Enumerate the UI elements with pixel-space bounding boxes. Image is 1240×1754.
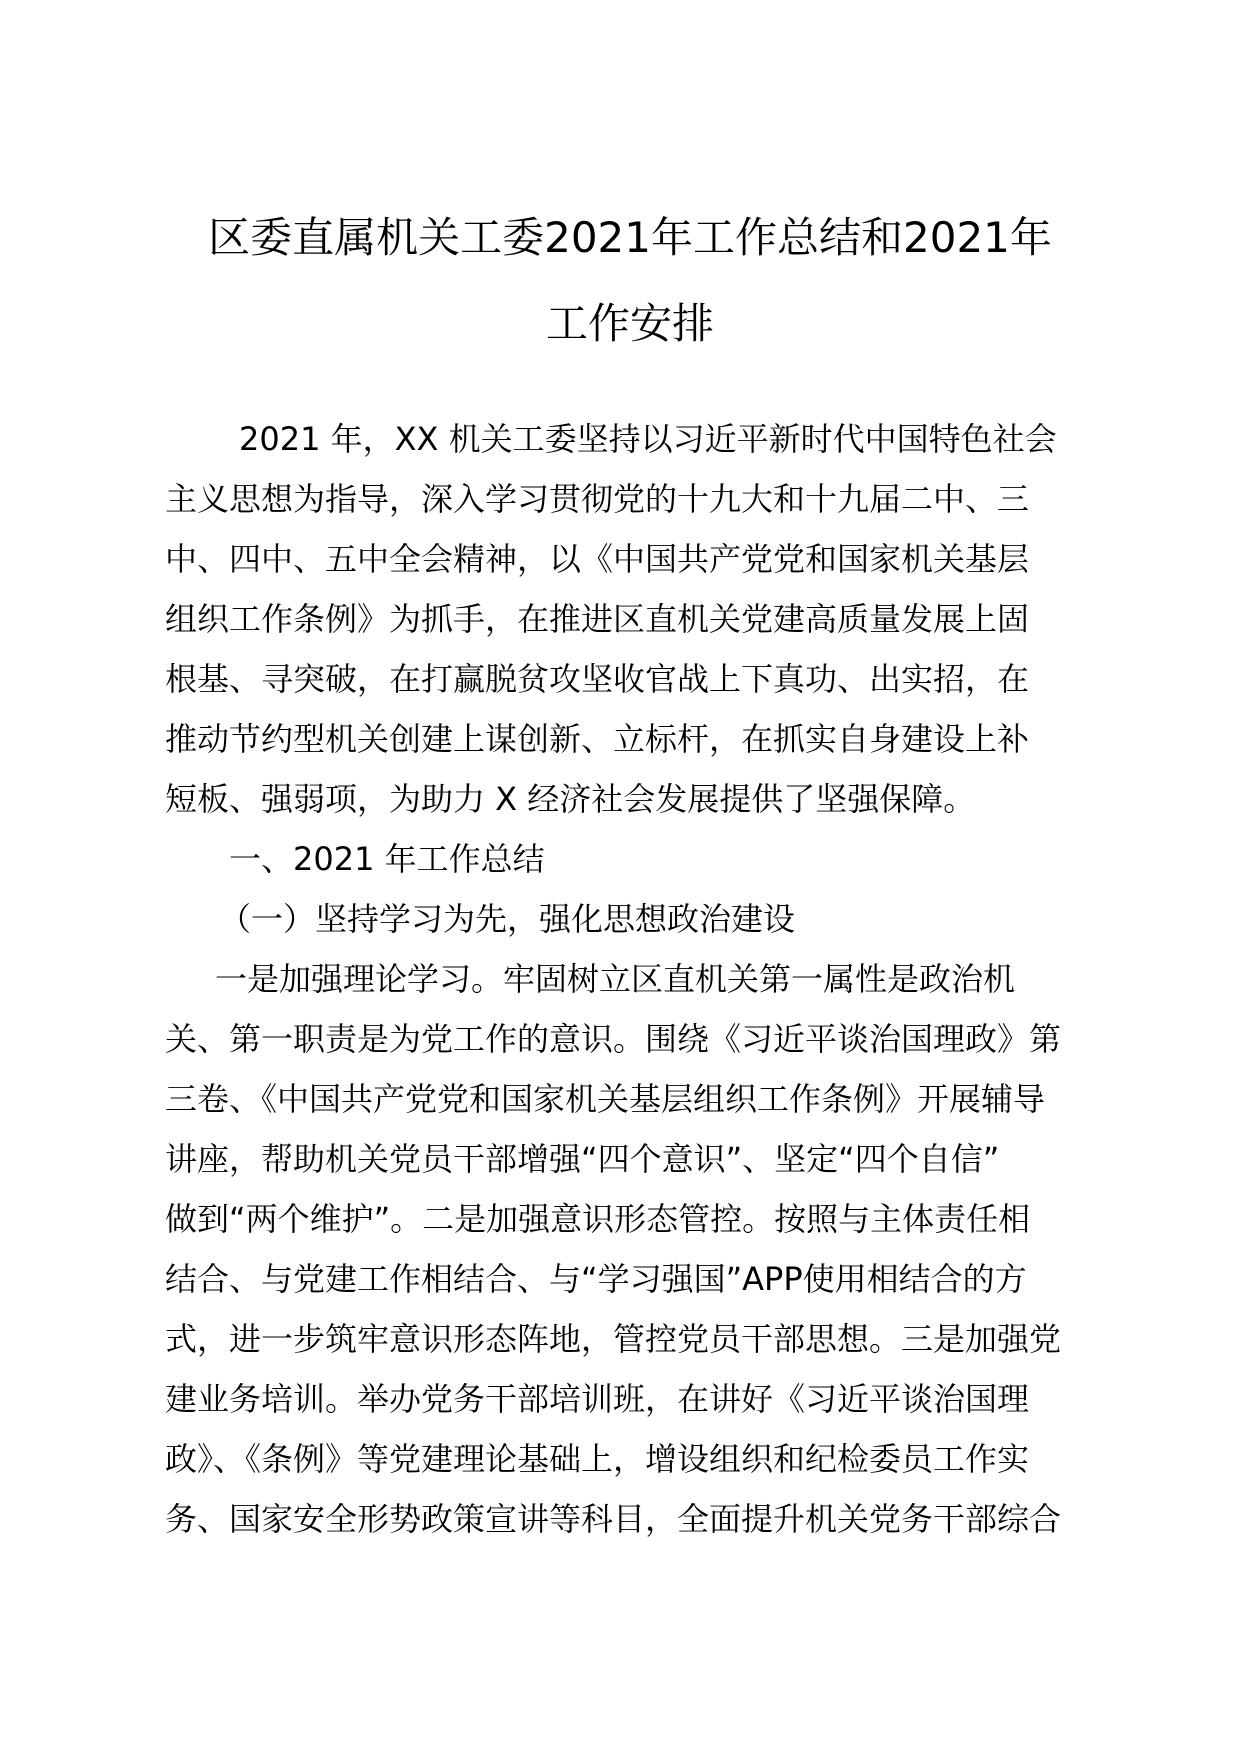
body-line: 做到“两个维护”。二是加强意识形态管控。按照与主体责任相 [165, 1200, 1031, 1238]
body-line: 结合、与党建工作相结合、与“学习强国”APP使用相结合的方 [165, 1260, 1027, 1298]
section-heading: 一、2021 年工作总结 [229, 840, 545, 878]
intro-line: 2021 年，XX 机关工委坚持以习近平新时代中国特色社会 [239, 420, 1057, 458]
title-line-2: 工作安排 [545, 299, 714, 348]
body-line: 讲座，帮助机关党员干部增强“四个意识”、坚定“四个自信” [165, 1140, 1000, 1178]
body-line: 式，进一步筑牢意识形态阵地，管控党员干部思想。三是加强党 [165, 1320, 1062, 1358]
intro-line: 主义思想为指导，深入学习贯彻党的十九大和十九届二中、三 [165, 480, 1030, 518]
body-line: 建业务培训。举办党务干部培训班，在讲好《习近平谈治国理 [165, 1380, 1030, 1418]
document-body [165, 409, 1105, 1549]
intro-line: 根基、寻突破，在打赢脱贫攻坚收官战上下真功、出实招，在 [165, 660, 1030, 698]
intro-paragraph [165, 409, 1105, 829]
body-line: 政》、《条例》等党建理论基础上，增设组织和纪检委员工作实 [165, 1440, 1030, 1478]
intro-line: 中、四中、五中全会精神，以《中国共产党党和国家机关基层 [165, 540, 1030, 578]
document-title [150, 210, 1110, 352]
intro-line: 组织工作条例》为抓手，在推进区直机关党建高质量发展上固 [165, 600, 1030, 638]
intro-line: 推动节约型机关创建上谋创新、立标杆，在抓实自身建设上补 [165, 720, 1030, 758]
body-line: 一是加强理论学习。牢固树立区直机关第一属性是政治机 [215, 960, 1016, 998]
intro-line: 短板、强弱项，为助力 X 经济社会发展提供了坚强保障。 [165, 780, 976, 818]
body-line: 关、第一职责是为党工作的意识。围绕《习近平谈治国理政》第 [165, 1020, 1062, 1058]
body-line: 务、国家安全形势政策宣讲等科目，全面提升机关党务干部综合 [165, 1500, 1062, 1538]
title-line-1: 区委直属机关工委2021年工作总结和2021年 [208, 213, 1052, 262]
subsection-heading: （一）坚持学习为先，强化思想政治建设 [219, 900, 796, 938]
body-paragraph [165, 949, 1105, 1549]
body-line: 三卷、《中国共产党党和国家机关基层组织工作条例》开展辅导 [165, 1080, 1046, 1118]
